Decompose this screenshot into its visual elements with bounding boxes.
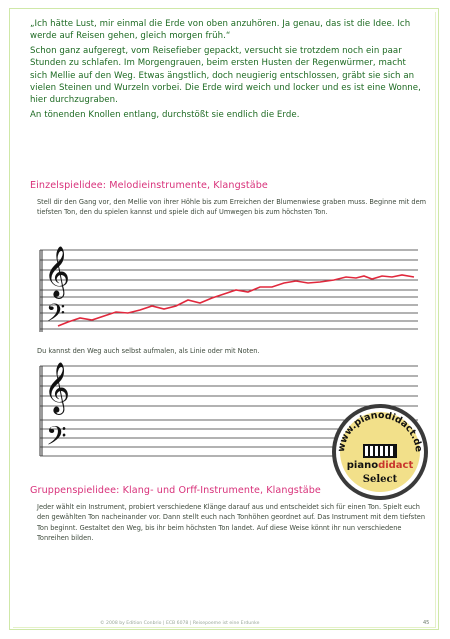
treble-staff-lines — [40, 250, 418, 290]
seal-brand: pianodidact — [346, 460, 414, 471]
copyright-footer: © 2008 by Edition Conbrio | ECB 6078 | Reisepoeme ist eine Erdunke — [100, 621, 260, 626]
group-play-instructions: Jeder wählt ein Instrument, probiert verschiedene Klänge darauf aus und entscheidet sich für einen Ton. Spielt euch den gewählten Ton nacheinander vor. Dann stellt euch nach Tonhöhen geordnet auf. Das Instrument mit dem tiefsten Ton beginnt. Gestaltet den Weg, bis ihr beim höchsten Ton landet. Auf diese Weise könnt ihr nun verschiedene Tonreihen bilden. — [37, 503, 426, 543]
bass-staff-lines — [40, 297, 418, 329]
melody-path-line — [58, 275, 414, 326]
group-play-heading: Gruppenspielidee: Klang- und Orff-Instrumente, Klangstäbe — [30, 485, 321, 496]
bass-clef-icon: 𝄢 — [46, 299, 66, 334]
story-paragraph-1: „Ich hätte Lust, mir einmal die Erde von oben anzuhören. Ja genau, das ist die Idee. Ich werde auf Reisen gehen, gleich morgen früh.“ — [30, 19, 411, 42]
bass-clef-icon: 𝄢 — [46, 420, 67, 458]
treble-clef-icon: 𝄞 — [44, 246, 71, 297]
seal-select-label: Select — [362, 474, 398, 485]
single-play-instructions: Stell dir den Gang vor, den Mellie von ihrer Höhle bis zum Erreichen der Blumenwiese graben muss. Beginne mit dem tiefsten Ton, den du spielen kannst und spiele dich auf Umwegen bis zum höchsten Ton. — [37, 198, 427, 217]
single-play-heading: Einzelspielidee: Melodieinstrumente, Klangstäbe — [30, 180, 268, 191]
pianodidact-seal — [330, 402, 430, 502]
story-paragraph-3: An tönenden Knollen entlang, durchstößt sie endlich die Erde. — [30, 109, 300, 120]
story-paragraph-2: Schon ganz aufgeregt, vom Reisefieber gepackt, versucht sie trotzdem noch ein paar Stunden zu schlafen. Im Morgengrauen, beim ersten Husten der Regenwürmer, macht sich Mellie auf den Weg. Etwas ängstlich, doch neugierig entschlossen, gräbt sie sich an vielen Steinen und Wurzeln vorbei. Die Erde wird weich und locker und es ist eine Wonne, hier durchzugraben. — [30, 45, 421, 106]
page-number: 45 — [423, 620, 430, 626]
treble-clef-icon: 𝄞 — [44, 362, 71, 413]
grand-staff-with-path — [40, 250, 418, 332]
seal-url: www.pianodidact.de — [335, 409, 425, 453]
draw-path-caption: Du kannst den Weg auch selbst aufmalen, als Linie oder mit Noten. — [37, 347, 260, 355]
